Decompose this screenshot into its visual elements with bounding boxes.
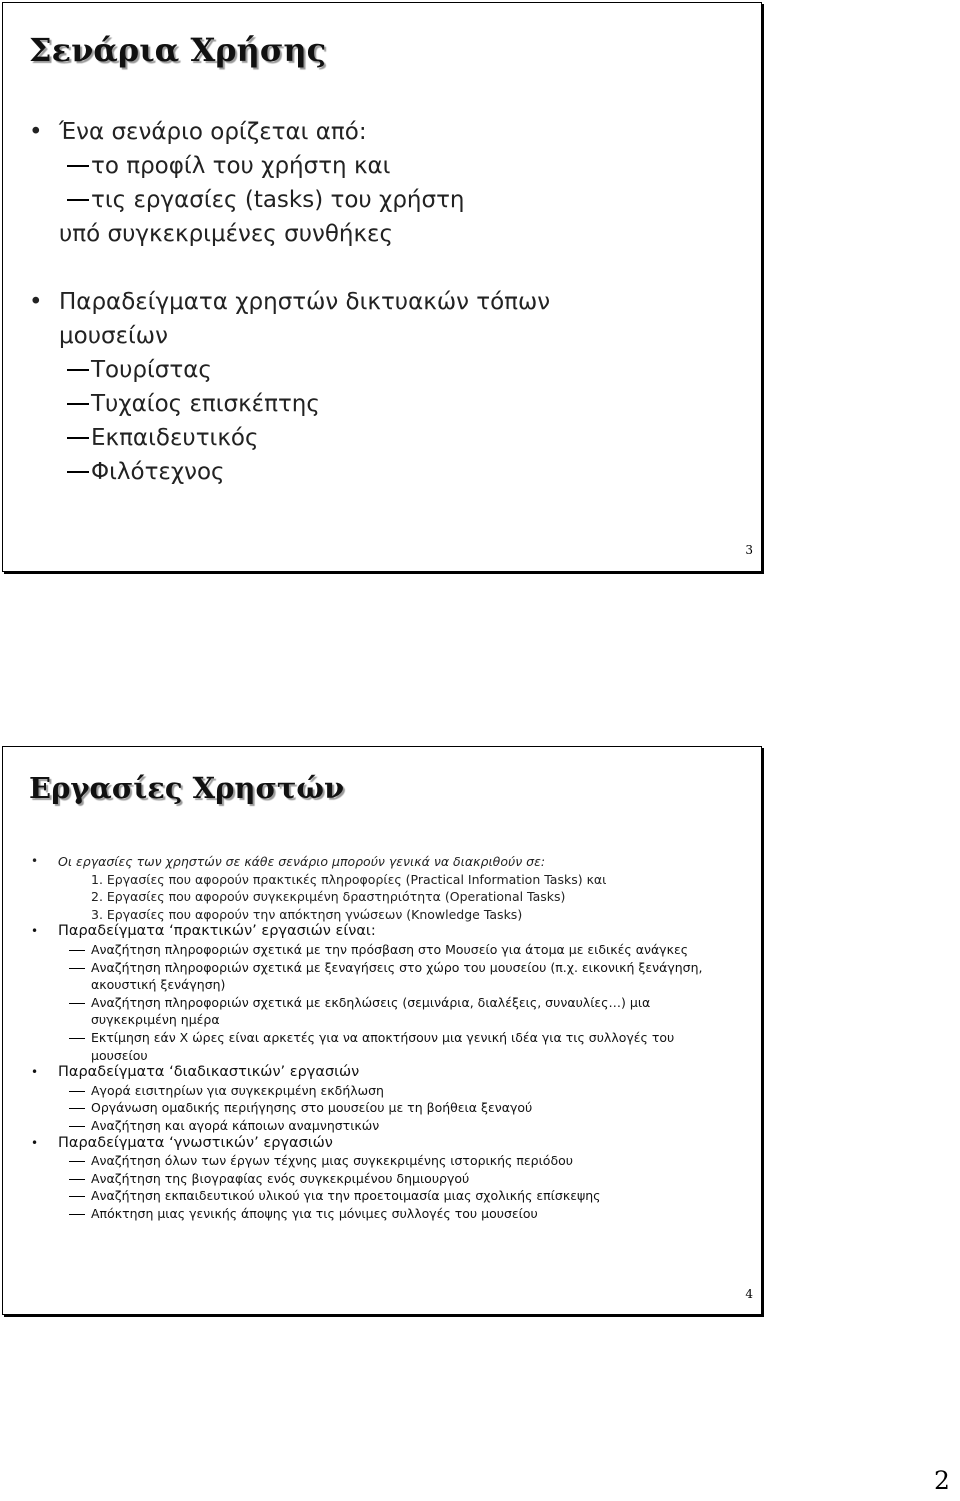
- sub-bullet-item: Αγορά εισιτηρίων για συγκεκριμένη εκδήλωση: [3, 1082, 761, 1100]
- sub-bullet-item: τις εργασίες (tasks) του χρήστη: [3, 183, 761, 217]
- sub-bullet-item: Φιλότεχνος: [3, 455, 761, 489]
- numbered-item: 1. Εργασίες που αφορούν πρακτικές πληροφορίες (Practical Information Tasks) και: [91, 871, 607, 887]
- slide-title: Εργασίες Χρηστών: [29, 771, 345, 805]
- bullet-item: • Παραδείγματα ‘διαδικαστικών’ εργασιών: [3, 1064, 761, 1082]
- bullet-item: • Ένα σενάριο ορίζεται από:: [3, 115, 761, 149]
- sub-bullet-item: Οργάνωση ομαδικής περιήγησης στο μουσείου με τη βοήθεια ξεναγού: [3, 1099, 761, 1117]
- sub-bullet-item: Αναζήτηση και αγορά κάποιων αναμνηστικών: [3, 1117, 761, 1135]
- sub-bullet-continuation: συγκεκριμένη ημέρα: [91, 1012, 220, 1028]
- bullet-continuation: μουσείων: [59, 323, 168, 349]
- sub-bullet-item: Απόκτηση μιας γενικής άποψης για τις μόνιμες συλλογές του μουσείου: [3, 1205, 761, 1223]
- sub-bullet-continuation: μουσείου: [91, 1047, 148, 1063]
- sub-bullet-item: το προφίλ του χρήστη και: [3, 149, 761, 183]
- slide-4: [2, 746, 762, 1315]
- bullet-item: • Οι εργασίες των χρηστών σε κάθε σενάριο μπορούν γενικά να διακριθούν σε:: [3, 853, 761, 871]
- bullet-item: • Παραδείγματα ‘γνωστικών’ εργασιών: [3, 1135, 761, 1153]
- spacer: [3, 251, 761, 285]
- sub-bullet-item: Αναζήτηση πληροφοριών σχετικά με ξεναγήσεις στο χώρο του μουσείου (π.χ. εικονική ξενάγηση,: [3, 959, 761, 977]
- sub-bullet-item: Τυχαίος επισκέπτης: [3, 387, 761, 421]
- sheet-page-number: 2: [934, 1466, 950, 1495]
- sub-bullet-continuation: ακουστική ξενάγηση): [91, 977, 226, 993]
- sub-bullet-item: Εκτίμηση εάν Χ ώρες είναι αρκετές για να αποκτήσουν μια γενική ιδέα για τις συλλογές του: [3, 1029, 761, 1047]
- bullet-item: • Παραδείγματα ‘πρακτικών’ εργασιών είναι:: [3, 923, 761, 941]
- sub-bullet-item: Αναζήτηση όλων των έργων τέχνης μιας συγκεκριμένης ιστορικής περιόδου: [3, 1152, 761, 1170]
- page-number: 4: [745, 1287, 753, 1301]
- sub-bullet-item: Τουρίστας: [3, 353, 761, 387]
- sub-bullet-item: Αναζήτηση πληροφοριών σχετικά με την πρόσβαση στο Μουσείο για άτομα με ειδικές ανάγκες: [3, 941, 761, 959]
- bullet-continuation: υπό συγκεκριμένες συνθήκες: [59, 221, 393, 247]
- sub-bullet-item: Εκπαιδευτικός: [3, 421, 761, 455]
- sub-bullet-item: Αναζήτηση της βιογραφίας ενός συγκεκριμένου δημιουργού: [3, 1170, 761, 1188]
- bullet-item: • Παραδείγματα χρηστών δικτυακών τόπων: [3, 285, 761, 319]
- numbered-item: 3. Εργασίες που αφορούν την απόκτηση γνώσεων (Knowledge Tasks): [91, 906, 523, 922]
- slide-content: [3, 115, 761, 489]
- page-number: 3: [745, 543, 753, 557]
- numbered-item: 2. Εργασίες που αφορούν συγκεκριμένη δραστηριότητα (Operational Tasks): [91, 889, 566, 905]
- sub-bullet-item: Αναζήτηση εκπαιδευτικού υλικού για την προετοιμασία μιας σχολικής επίσκεψης: [3, 1187, 761, 1205]
- sub-bullet-item: Αναζήτηση πληροφοριών σχετικά με εκδηλώσεις (σεμινάρια, διαλέξεις, συναυλίες…) μια: [3, 994, 761, 1012]
- slide-title: Σενάρια Χρήσης: [29, 31, 327, 69]
- slide-content: [3, 853, 761, 1222]
- slide-3: [2, 2, 762, 572]
